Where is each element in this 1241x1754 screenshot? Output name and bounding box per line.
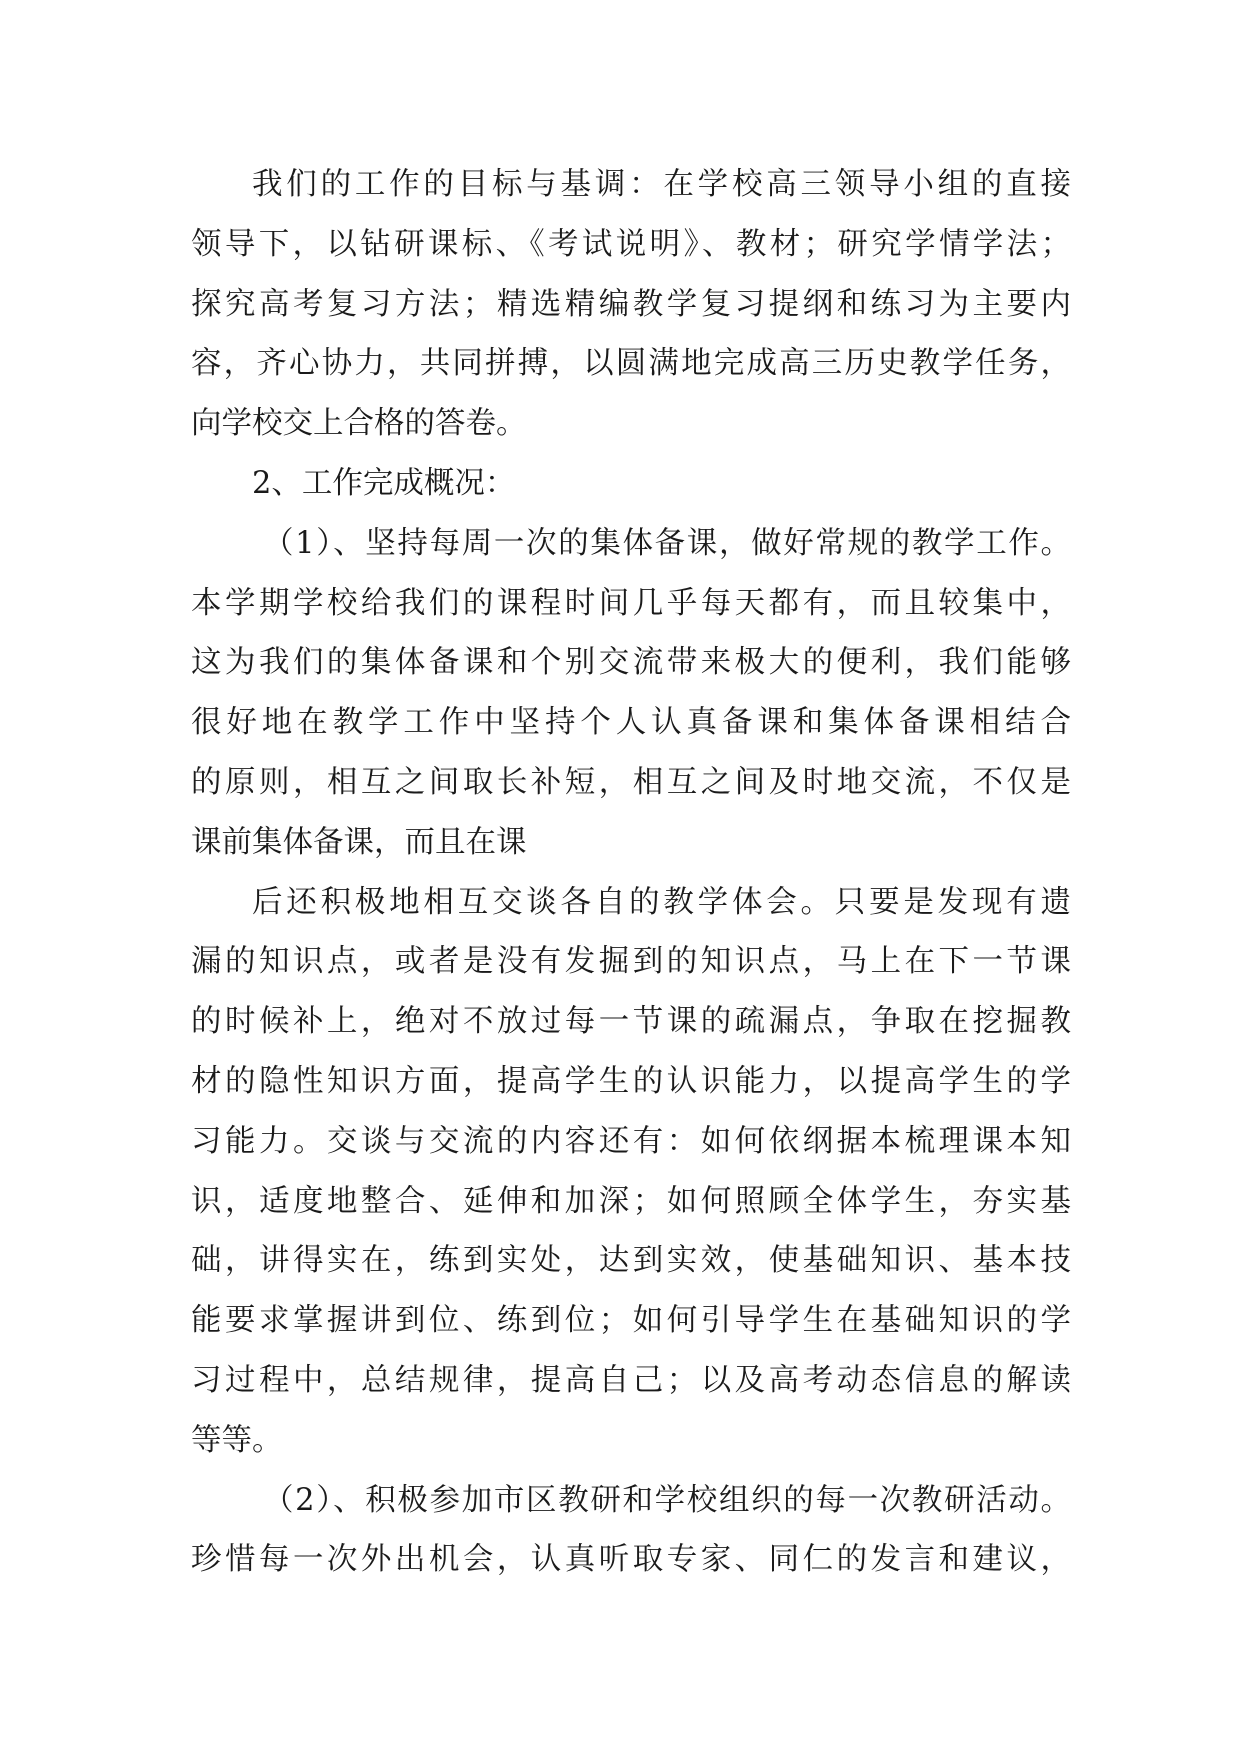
item-2-line-1: （2）、积极参加市区教研和学校组织的每一次教研活动。 [263, 1482, 1071, 1518]
item-1-cont-line-4: 材的隐性知识方面，提高学生的认识能力，以提高学生的学 [191, 1063, 1071, 1099]
section-heading: 2、工作完成概况： [252, 465, 516, 501]
item-1-line-5: 的原则，相互之间取长补短，相互之间及时地交流，不仅是 [191, 764, 1071, 800]
paragraph-goal-line-2: 领导下，以钻研课标、《考试说明》、教材；研究学情学法； [191, 226, 1071, 262]
item-1-cont-line-2: 漏的知识点，或者是没有发掘到的知识点，马上在下一节课 [191, 944, 1071, 980]
item-1-line-6: 课前集体备课，而且在课 [191, 824, 527, 860]
item-1-cont-line-10: 等等。 [191, 1422, 283, 1458]
paragraph-goal-line-3: 探究高考复习方法；精选精编教学复习提纲和练习为主要内 [191, 286, 1071, 322]
item-1-line-1: （1）、坚持每周一次的集体备课，做好常规的教学工作。 [263, 525, 1071, 561]
paragraph-goal-line-1: 我们的工作的目标与基调：在学校高三领导小组的直接 [252, 167, 1071, 202]
item-1-cont-line-1: 后还积极地相互交谈各自的教学体会。只要是发现有遗 [252, 884, 1071, 920]
item-1-line-4: 很好地在教学工作中坚持个人认真备课和集体备课相结合 [191, 705, 1071, 741]
item-1-cont-line-3: 的时候补上，绝对不放过每一节课的疏漏点，争取在挖掘教 [191, 1004, 1071, 1040]
document-body [191, 155, 1071, 1590]
item-1-line-2: 本学期学校给我们的课程时间几乎每天都有，而且较集中， [191, 585, 1071, 621]
item-2-line-2: 珍惜每一次外出机会，认真听取专家、同仁的发言和建议， [191, 1542, 1071, 1578]
item-1-cont-line-7: 础，讲得实在，练到实处，达到实效，使基础知识、基本技 [191, 1243, 1071, 1279]
item-1-cont-line-9: 习过程中，总结规律，提高自己；以及高考动态信息的解读 [191, 1362, 1071, 1398]
item-1-cont-line-6: 识，适度地整合、延伸和加深；如何照顾全体学生，夯实基 [191, 1183, 1071, 1219]
item-1-line-3: 这为我们的集体备课和个别交流带来极大的便利，我们能够 [191, 645, 1071, 681]
item-1-cont-line-8: 能要求掌握讲到位、练到位；如何引导学生在基础知识的学 [191, 1303, 1071, 1339]
paragraph-goal-line-4: 容，齐心协力，共同拼搏，以圆满地完成高三历史教学任务， [191, 346, 1071, 382]
item-1-cont-line-5: 习能力。交谈与交流的内容还有：如何依纲据本梳理课本知 [191, 1123, 1071, 1159]
paragraph-goal-line-5: 向学校交上合格的答卷。 [191, 406, 527, 442]
